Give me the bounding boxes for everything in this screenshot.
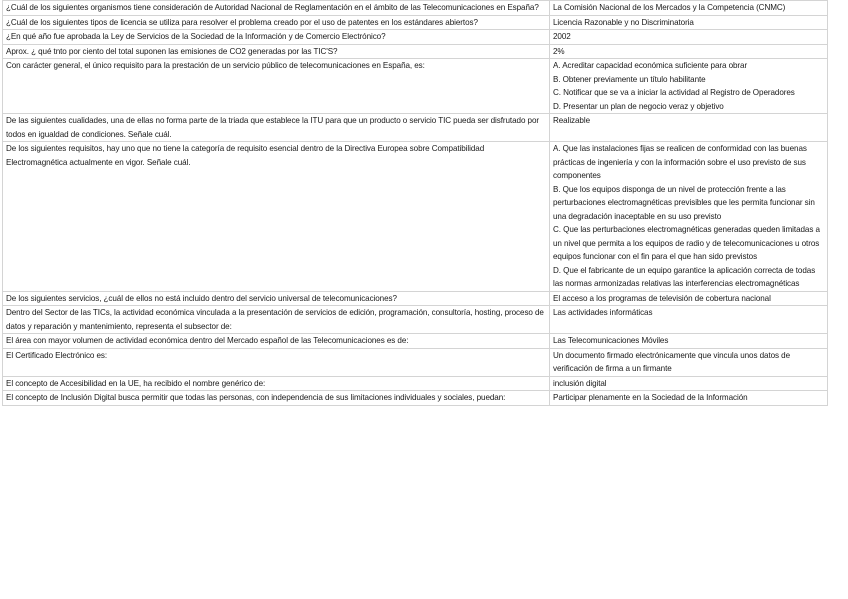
answer-option: D. Presentar un plan de negocio veraz y objetivo (553, 101, 724, 111)
question-cell: De las siguientes cualidades, una de ellas no forma parte de la triada que establece la ITU para que un producto o servicio TIC pueda ser disfrutado por todos en igualdad de condiciones. Señale cuál. (3, 114, 550, 142)
answer-text: La Comisión Nacional de los Mercados y la Competencia (CNMC) (553, 3, 786, 12)
question-cell: El concepto de Accesibilidad en la UE, ha recibido el nombre genérico de: (3, 376, 550, 391)
question-cell: El concepto de Inclusión Digital busca permitir que todas las personas, con independencia de sus limitaciones individuales y sociales, puedan: (3, 391, 550, 406)
answer-option: A. Acreditar capacidad económica suficiente para obrar (553, 61, 748, 70)
answer-cell (550, 59, 828, 114)
table-row (3, 114, 828, 142)
table-row (3, 334, 828, 349)
question-cell: Dentro del Sector de las TICs, la actividad económica vinculada a la presentación de servicios de edición, programación, consultoría, hosting, proceso de datos y reparación y mantenimiento, representa el subsector de: (3, 306, 550, 334)
question-cell: ¿En qué año fue aprobada la Ley de Servicios de la Sociedad de la Información y de Comercio Electrónico? (3, 30, 550, 45)
table-row (3, 44, 828, 59)
answer-cell (550, 30, 828, 45)
answer-option: B. Que los equipos disponga de un nivel de protección frente a las perturbaciones electromagnéticas previsibles que les permita funcionar sin una degradación inaceptable en su uso previsto (553, 184, 815, 221)
answer-option: B. Obtener previamente un título habilitante (553, 74, 706, 84)
table-row (3, 391, 828, 406)
table-row (3, 291, 828, 306)
answer-cell (550, 1, 828, 16)
table-row (3, 142, 828, 292)
table-row (3, 306, 828, 334)
question-cell: El área con mayor volumen de actividad económica dentro del Mercado español de las Telecomunicaciones es de: (3, 334, 550, 349)
table-row (3, 348, 828, 376)
question-cell: Aprox. ¿ qué tnto por ciento del total suponen las emisiones de CO2 generadas por las TIC'S? (3, 44, 550, 59)
answer-text: inclusión digital (553, 378, 607, 388)
answer-text: Un documento firmado electrónicamente que vincula unos datos de verificación de firma a un firmante (553, 350, 791, 373)
answer-cell (550, 306, 828, 334)
answer-option: D. Que el fabricante de un equipo garantice la aplicación correcta de todas las normas armonizadas relativas las interferencias electromagnéticas (553, 265, 816, 288)
question-cell: El Certificado Electrónico es: (3, 348, 550, 376)
answer-text: Licencia Razonable y no Discriminatoria (553, 17, 694, 27)
answer-cell (550, 44, 828, 59)
answer-cell (550, 376, 828, 391)
answer-cell (550, 334, 828, 349)
answer-cell (550, 15, 828, 30)
answer-option: A. Que las instalaciones fijas se realicen de conformidad con las buenas prácticas de ingeniería y con la información sobre el uso previsto de sus componentes (553, 144, 807, 180)
table-row (3, 1, 828, 16)
answer-option: C. Que las perturbaciones electromagnéticas generadas queden limitadas a un nivel que permita a los equipos de radio y de telecomunicaciones u otros equipos funcionar con el fin para el que han sido previstos (553, 225, 820, 261)
answer-text: Participar plenamente en la Sociedad de la Información (553, 393, 748, 402)
question-cell: De los siguientes requisitos, hay uno que no tiene la categoría de requisito esencial dentro de la Directiva Europea sobre Compatibilidad Electromagnética actualmente en vigor. Señale cuál. (3, 142, 550, 292)
table-row (3, 376, 828, 391)
answer-text: Realizable (553, 116, 590, 125)
answer-text: Las actividades informáticas (553, 308, 653, 317)
answer-cell (550, 348, 828, 376)
qa-table-body (3, 1, 828, 406)
answer-option: C. Notificar que se va a iniciar la actividad al Registro de Operadores (553, 88, 795, 97)
answer-text: El acceso a los programas de televisión de cobertura nacional (553, 293, 771, 303)
table-row (3, 59, 828, 114)
question-cell: De los siguientes servicios, ¿cuál de ellos no está incluido dentro del servicio universal de telecomunicaciones? (3, 291, 550, 306)
answer-cell (550, 114, 828, 142)
question-cell: ¿Cuál de los siguientes tipos de licencia se utiliza para resolver el problema creado por el uso de patentes en los estándares abiertos? (3, 15, 550, 30)
question-cell: ¿Cuál de los siguientes organismos tiene consideración de Autoridad Nacional de Reglamentación en el ámbito de las Telecomunicaciones en España? (3, 1, 550, 16)
answer-text: Las Telecomunicaciones Móviles (553, 336, 669, 345)
table-row (3, 30, 828, 45)
answer-cell (550, 142, 828, 292)
answer-text: 2002 (553, 32, 571, 41)
answer-text: 2% (553, 46, 565, 56)
qa-table (2, 0, 828, 406)
question-cell: Con carácter general, el único requisito para la prestación de un servicio público de telecomunicaciones en España, es: (3, 59, 550, 114)
answer-cell (550, 291, 828, 306)
answer-cell (550, 391, 828, 406)
table-row (3, 15, 828, 30)
